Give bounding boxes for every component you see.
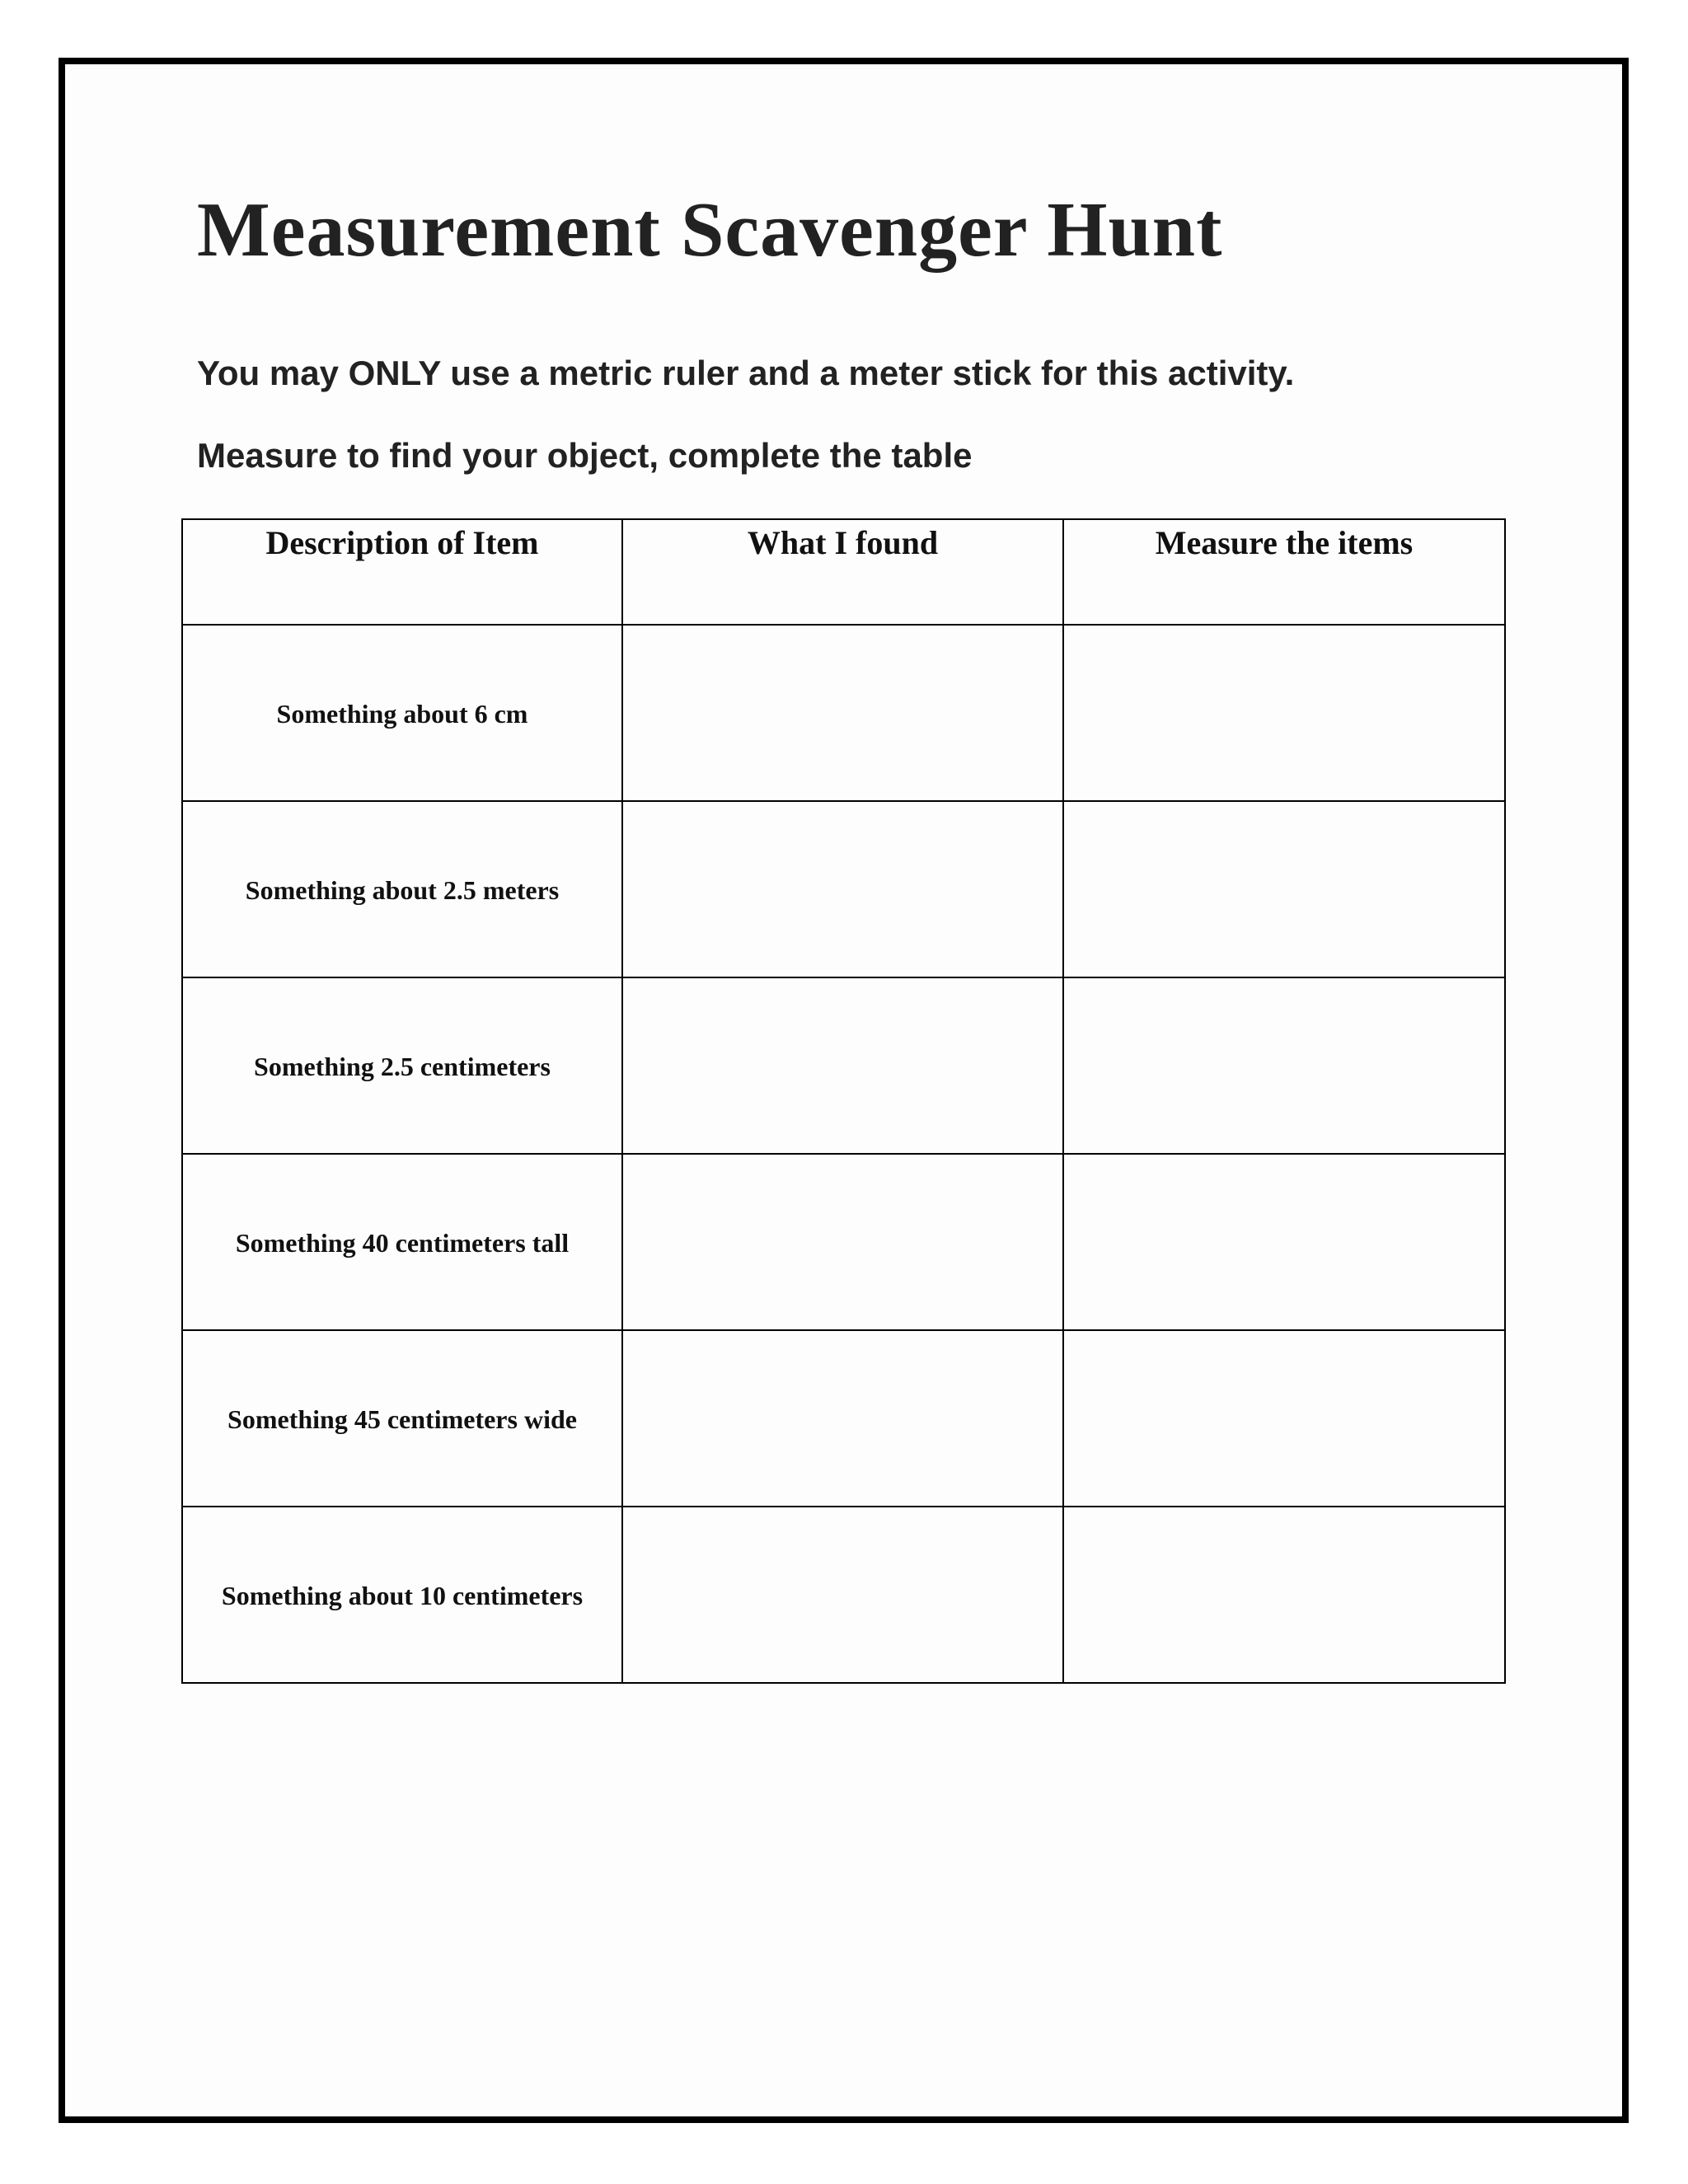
measure-cell[interactable] — [1063, 1154, 1505, 1330]
table-row — [182, 1507, 1505, 1683]
found-cell[interactable] — [622, 625, 1063, 801]
header-what-i-found: What I found — [622, 519, 1063, 625]
found-cell[interactable] — [622, 801, 1063, 977]
table-row — [182, 977, 1505, 1154]
found-cell[interactable] — [622, 1154, 1063, 1330]
header-description: Description of Item — [182, 519, 622, 625]
description-cell: Something about 2.5 meters — [182, 801, 622, 977]
description-cell: Something 45 centimeters wide — [182, 1330, 622, 1507]
description-cell: Something 2.5 centimeters — [182, 977, 622, 1154]
found-cell[interactable] — [622, 1330, 1063, 1507]
measure-cell[interactable] — [1063, 977, 1505, 1154]
scavenger-hunt-table — [181, 518, 1506, 1684]
measure-cell[interactable] — [1063, 625, 1505, 801]
table-row — [182, 801, 1505, 977]
page-title: Measurement Scavenger Hunt — [197, 187, 1223, 273]
table-header-row — [182, 519, 1505, 625]
description-cell: Something 40 centimeters tall — [182, 1154, 622, 1330]
found-cell[interactable] — [622, 977, 1063, 1154]
description-cell: Something about 10 centimeters — [182, 1507, 622, 1683]
measure-cell[interactable] — [1063, 1330, 1505, 1507]
table-row — [182, 625, 1505, 801]
header-measure: Measure the items — [1063, 519, 1505, 625]
instruction-task: Measure to find your object, complete the table — [197, 436, 973, 475]
measure-cell[interactable] — [1063, 801, 1505, 977]
instruction-tools: You may ONLY use a metric ruler and a meter stick for this activity. — [197, 354, 1295, 392]
measure-cell[interactable] — [1063, 1507, 1505, 1683]
description-cell: Something about 6 cm — [182, 625, 622, 801]
table-row — [182, 1154, 1505, 1330]
found-cell[interactable] — [622, 1507, 1063, 1683]
table-row — [182, 1330, 1505, 1507]
